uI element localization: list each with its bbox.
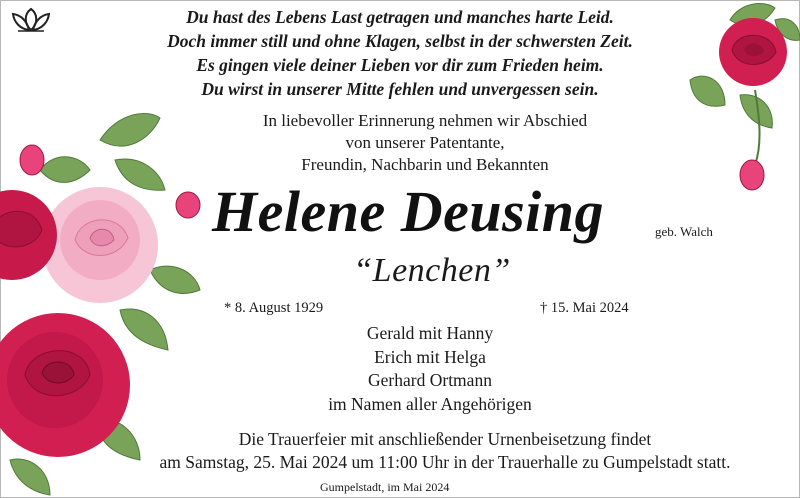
- nickname: “Lenchen”: [353, 252, 511, 289]
- poem-line: Es gingen viele deiner Lieben vor dir zum Frieden heim.: [196, 55, 604, 75]
- farewell-intro: [195, 110, 655, 176]
- intro-line: von unserer Patentante,: [345, 133, 505, 152]
- mourners-list: [230, 322, 630, 416]
- birth-name: geb. Walch: [655, 224, 713, 239]
- service-line: am Samstag, 25. Mai 2024 um 11:00 Uhr in der Trauerhalle zu Gumpelstadt statt.: [159, 452, 731, 472]
- intro-line: Freundin, Nachbarin und Bekannten: [301, 155, 549, 174]
- lotus-ornament-icon: [10, 6, 52, 34]
- poem-line: Du wirst in unserer Mitte fehlen und unvergessen sein.: [201, 79, 599, 99]
- intro-line: In liebevoller Erinnerung nehmen wir Abschied: [262, 111, 588, 130]
- mourner-line: im Namen aller Angehörigen: [328, 393, 532, 414]
- poem-line: Du hast des Lebens Last getragen und manches harte Leid.: [186, 7, 614, 27]
- birth-date: * 8. August 1929: [224, 300, 324, 316]
- service-line: Die Trauerfeier mit anschließender Urnenbeisetzung findet: [238, 429, 652, 449]
- place-date: Gumpelstadt, im Mai 2024: [320, 480, 450, 494]
- poem-line: Doch immer still und ohne Klagen, selbst in der schwersten Zeit.: [167, 31, 633, 51]
- mourner-line: Erich mit Helga: [374, 346, 486, 367]
- pale-rose: [42, 187, 158, 303]
- right-rose: [719, 18, 787, 86]
- death-date: † 15. Mai 2024: [540, 300, 629, 316]
- deceased-name: Helene Deusing: [212, 179, 605, 244]
- poem: [90, 5, 710, 101]
- rosebud: [740, 160, 764, 190]
- funeral-service-info: [100, 428, 790, 474]
- mourner-line: Gerhard Ortmann: [368, 370, 492, 390]
- mourner-line: Gerald mit Hanny: [366, 323, 494, 343]
